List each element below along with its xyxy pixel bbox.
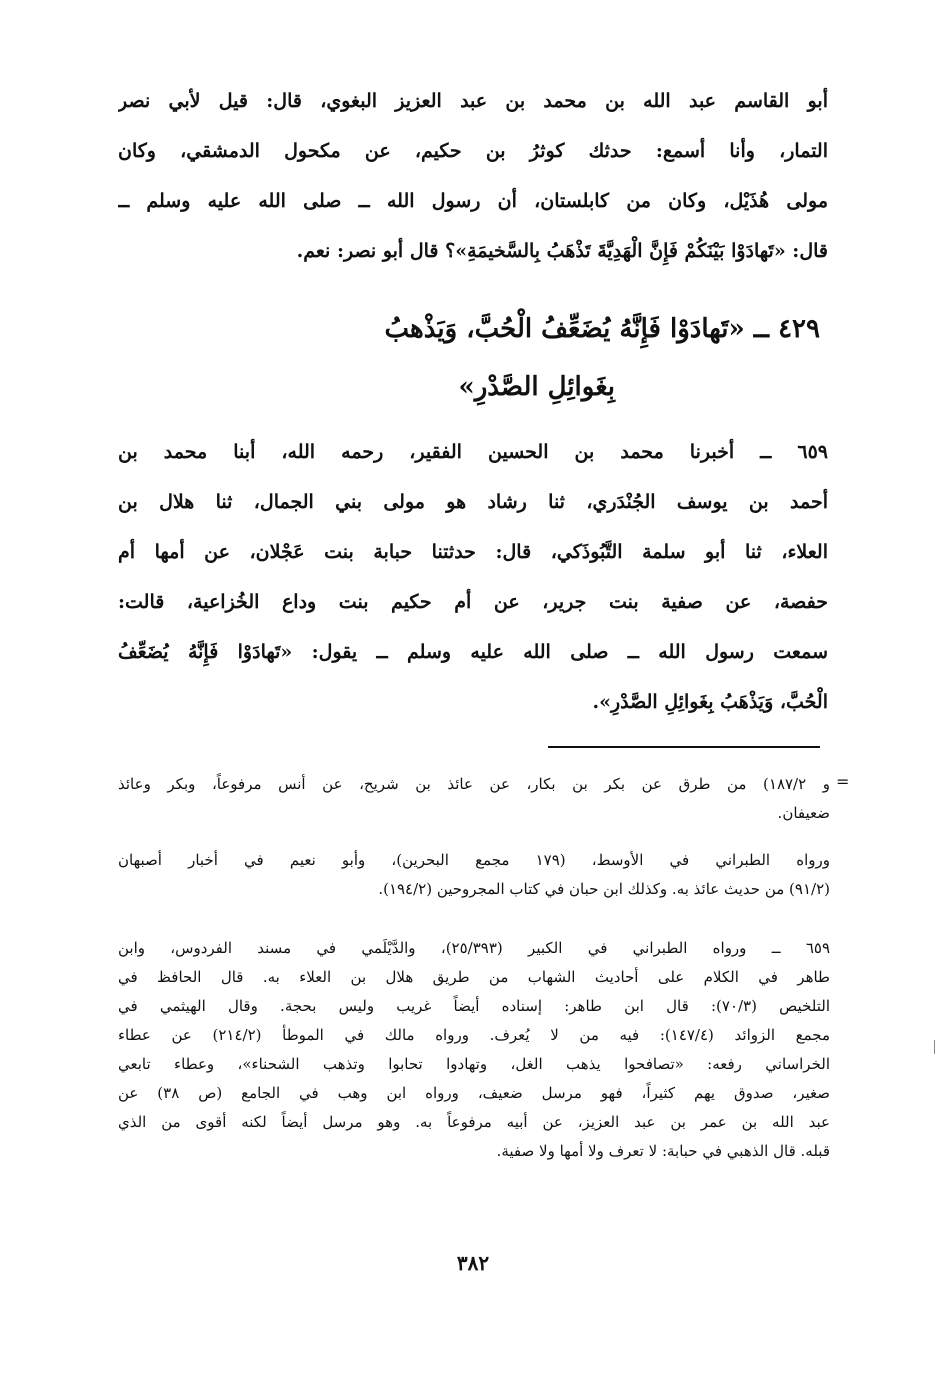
footnote-line: عبد الله بن عمر بن عبد العزيز، عن أبيه مرفوعاً به. وهو مرسل أيضاً لكنه أقوى من الذي — [118, 1113, 830, 1131]
continuation-mark: = — [836, 772, 850, 791]
heading-line: ٤٢٩ ــ «تَهادَوْا فَإِنَّهُ يُضَعِّفُ الْحُبَّ، وَيَذْهبُ — [384, 314, 820, 344]
text-line: قال: «تَهادَوْا بَيْنَكُمْ فَإِنَّ الْهَدِيَّةَ تَذْهَبُ بِالسَّخيمَةِ»؟ قال أبو نصر: نعم. — [296, 240, 828, 262]
text-line: مولى هُذَيْل، وكان من كابلستان، أن رسول الله ــ صلى الله عليه وسلم ــ — [118, 190, 828, 212]
footnote-2 — [118, 846, 830, 904]
text-line: العلاء، ثنا أبو سلمة التَّبُوذَكي، قال: حدثتنا حبابة بنت عَجْلان، عن أمها أم — [118, 541, 828, 563]
footnote-line: صغير، صدوق يهم كثيراً، فهو مرسل ضعيف، ورواه ابن وهب في الجامع (ص ٣٨) عن — [118, 1084, 830, 1102]
text-line: الْحُبَّ، وَيَذْهَبُ بِغَوائِلِ الصَّدْرِ». — [592, 691, 828, 713]
footnote-line: الخراساني رفعه: «تصافحوا يذهب الغل، وتهادوا تحابوا وتذهب الشحناء»، وعطاء تابعي — [118, 1055, 830, 1073]
page-number: ٣٨٢ — [456, 1251, 490, 1275]
scan-mark — [934, 1040, 935, 1054]
hadith-paragraph — [118, 427, 828, 727]
hadith-heading — [220, 300, 820, 416]
footnote-1 — [118, 770, 830, 828]
heading-line: بِغَوائِلِ الصَّدْرِ» — [458, 372, 615, 402]
footnote-line: ورواه الطبراني في الأوسط، (١٧٩ مجمع البحرين)، وأبو نعيم في أخبار أصبهان — [118, 851, 830, 869]
footnote-line: طاهر في الكلام على أحاديث الشهاب من طريق هلال بن العلاء به. قال الحافظ في — [118, 968, 830, 986]
footnote-line: (٩١/٢) من حديث عائذ به. وكذلك ابن حبان في كتاب المجروحين (١٩٤/٢). — [378, 880, 830, 898]
text-line: التمار، وأنا أسمع: حدثك كوثرُ بن حكيم، عن مكحول الدمشقي، وكان — [118, 140, 828, 162]
intro-paragraph — [118, 76, 828, 276]
footnote-line: قبله. قال الذهبي في حبابة: لا تعرف ولا أمها ولا صفية. — [496, 1142, 830, 1160]
footnote-line: ضعيفان. — [777, 804, 830, 822]
text-line: أحمد بن يوسف الجُنْدَري، ثنا رشاد هو مولى بني الجمال، ثنا هلال بن — [118, 491, 828, 513]
text-line: سمعت رسول الله ــ صلى الله عليه وسلم ــ يقول: «تَهادَوْا فَإِنَّهُ يُضَعِّفُ — [118, 641, 828, 663]
footnote-divider — [548, 746, 820, 748]
footnote-line: مجمع الزوائد (١٤٧/٤): فيه من لا يُعرف. ورواه مالك في الموطأ (٢١٤/٢) عن عطاء — [118, 1026, 830, 1044]
text-line: ٦٥٩ ــ أخبرنا محمد بن الحسين الفقير، رحمه الله، أبنا محمد بن — [118, 441, 828, 463]
footnote-line: ٦٥٩ ــ ورواه الطبراني في الكبير (٢٥/٣٩٣)، والدَّيْلَمي في مسند الفردوس، وابن — [118, 939, 830, 957]
footnote-line: و ١٨٧/٢) من طرق عن بكر بن بكار، عن عائذ بن شريح، عن أنس مرفوعاً، وبكر وعائذ — [118, 775, 830, 793]
text-line: حفصة، عن صفية بنت جرير، عن أم حكيم بنت وداع الخُزاعية، قالت: — [118, 591, 828, 613]
footnote-line: التلخيص (٧٠/٣): قال ابن طاهر: إسناده أيضاً غريب وليس بحجة. وقال الهيثمي في — [118, 997, 830, 1015]
footnote-3 — [118, 934, 830, 1166]
text-line: أبو القاسم عبد الله بن محمد بن عبد العزيز البغوي، قال: قيل لأبي نصر — [118, 90, 828, 112]
